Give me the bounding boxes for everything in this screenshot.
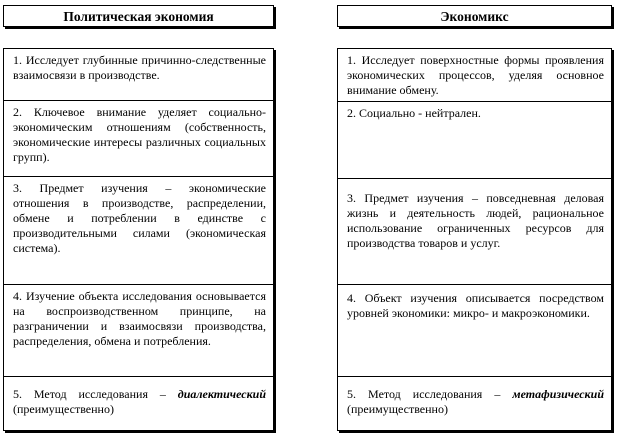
economics-column [337, 48, 612, 431]
method-suffix: (преимущественно) [347, 402, 448, 416]
point-text: 2. Ключевое внимание уделяет социально-экономическим отношениям (собственность, экономические интересы различных социальных групп). [13, 105, 266, 164]
point-text: 4. Объект изучения описывается посредством уровней экономики: микро- и макроэкономики. [347, 291, 604, 320]
political-economy-point-3 [4, 176, 273, 284]
point-text: 3. Предмет изучения – экономические отношения в производстве, распределении, обмене и потреблении в единстве с производительными силами (экономическая система). [13, 181, 266, 255]
economics-point-3 [338, 178, 611, 284]
point-text: 2. Социально - нейтрален. [347, 106, 481, 120]
political-economy-point-4 [4, 284, 273, 376]
point-text: 3. Предмет изучения – повседневная деловая жизнь и деятельность людей, рациональное использование ограниченных ресурсов для производства товаров и услуг. [347, 191, 604, 250]
method-prefix: 5. Метод исследования – [347, 387, 513, 401]
header-economics: Экономикс [337, 5, 612, 27]
economics-point-1 [338, 49, 611, 101]
method-suffix: (преимущественно) [13, 402, 114, 416]
political-economy-column [3, 48, 274, 431]
method-name: диалектический [177, 387, 266, 401]
political-economy-point-1 [4, 49, 273, 100]
political-economy-point-5 [4, 376, 273, 432]
point-text: 4. Изучение объекта исследования основывается на воспроизводственном принципе, на разграничении и взаимосвязи производства, распределения, обмена и потребления. [13, 289, 266, 348]
political-economy-point-2 [4, 100, 273, 176]
point-text: 1. Исследует поверхностные формы проявления экономических процессов, уделяя основное внимание обмену. [347, 53, 604, 97]
header-political-economy: Политическая экономия [3, 5, 274, 27]
economics-point-4 [338, 284, 611, 376]
economics-point-5 [338, 376, 611, 432]
point-text: 1. Исследует глубинные причинно-следственные взаимосвязи в производстве. [13, 53, 266, 82]
method-prefix: 5. Метод исследования – [13, 387, 178, 401]
economics-point-2 [338, 101, 611, 178]
method-name: метафизический [512, 387, 604, 401]
